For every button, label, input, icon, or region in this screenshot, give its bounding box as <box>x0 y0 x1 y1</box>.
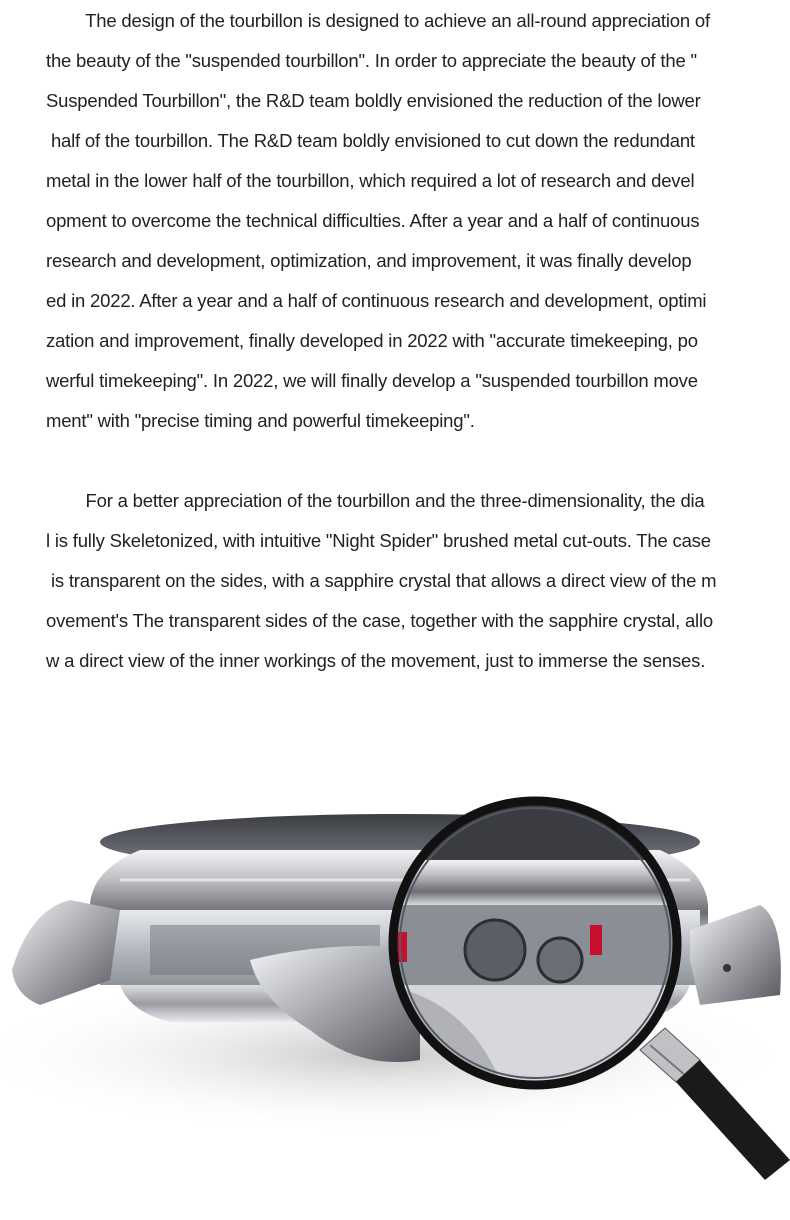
text-line: w a direct view of the inner workings of the movement, just to immerse the senses. <box>46 650 706 671</box>
text-line: Suspended Tourbillon", the R&D team boldly envisioned the reduction of the lower <box>46 90 701 111</box>
text-line: l is fully Skeletonized, with intuitive "Night Spider" brushed metal cut-outs. The case <box>46 530 711 551</box>
text-line: half of the tourbillon. The R&D team boldly envisioned to cut down the redundant <box>46 130 695 151</box>
text-line: ovement's The transparent sides of the case, together with the sapphire crystal, allo <box>46 610 713 631</box>
text-line: The design of the tourbillon is designed to achieve an all-round appreciation of <box>46 10 710 31</box>
text-line: For a better appreciation of the tourbillon and the three-dimensionality, the dia <box>46 490 705 511</box>
text-line: ment" with "precise timing and powerful timekeeping". <box>46 410 475 431</box>
text-line: zation and improvement, finally developed in 2022 with "accurate timekeeping, po <box>46 330 698 351</box>
text-line: the beauty of the "suspended tourbillon". In order to appreciate the beauty of the " <box>46 50 697 71</box>
paragraph-tourbillon-design <box>46 1 760 441</box>
text-line: research and development, optimization, and improvement, it was finally develop <box>46 250 692 271</box>
text-line: ed in 2022. After a year and a half of continuous research and development, optimi <box>46 290 707 311</box>
text-line: werful timekeeping". In 2022, we will finally develop a "suspended tourbillon move <box>46 370 698 391</box>
watch-magnifier-illustration <box>0 760 790 1220</box>
text-line: is transparent on the sides, with a sapphire crystal that allows a direct view of the m <box>46 570 717 591</box>
lug-screw <box>723 964 731 972</box>
paragraph-skeleton-dial <box>46 481 760 681</box>
left-lug <box>12 900 120 1005</box>
text-line: metal in the lower half of the tourbillon, which required a lot of research and devel <box>46 170 695 191</box>
text-line: opment to overcome the technical difficulties. After a year and a half of continuous <box>46 210 700 231</box>
